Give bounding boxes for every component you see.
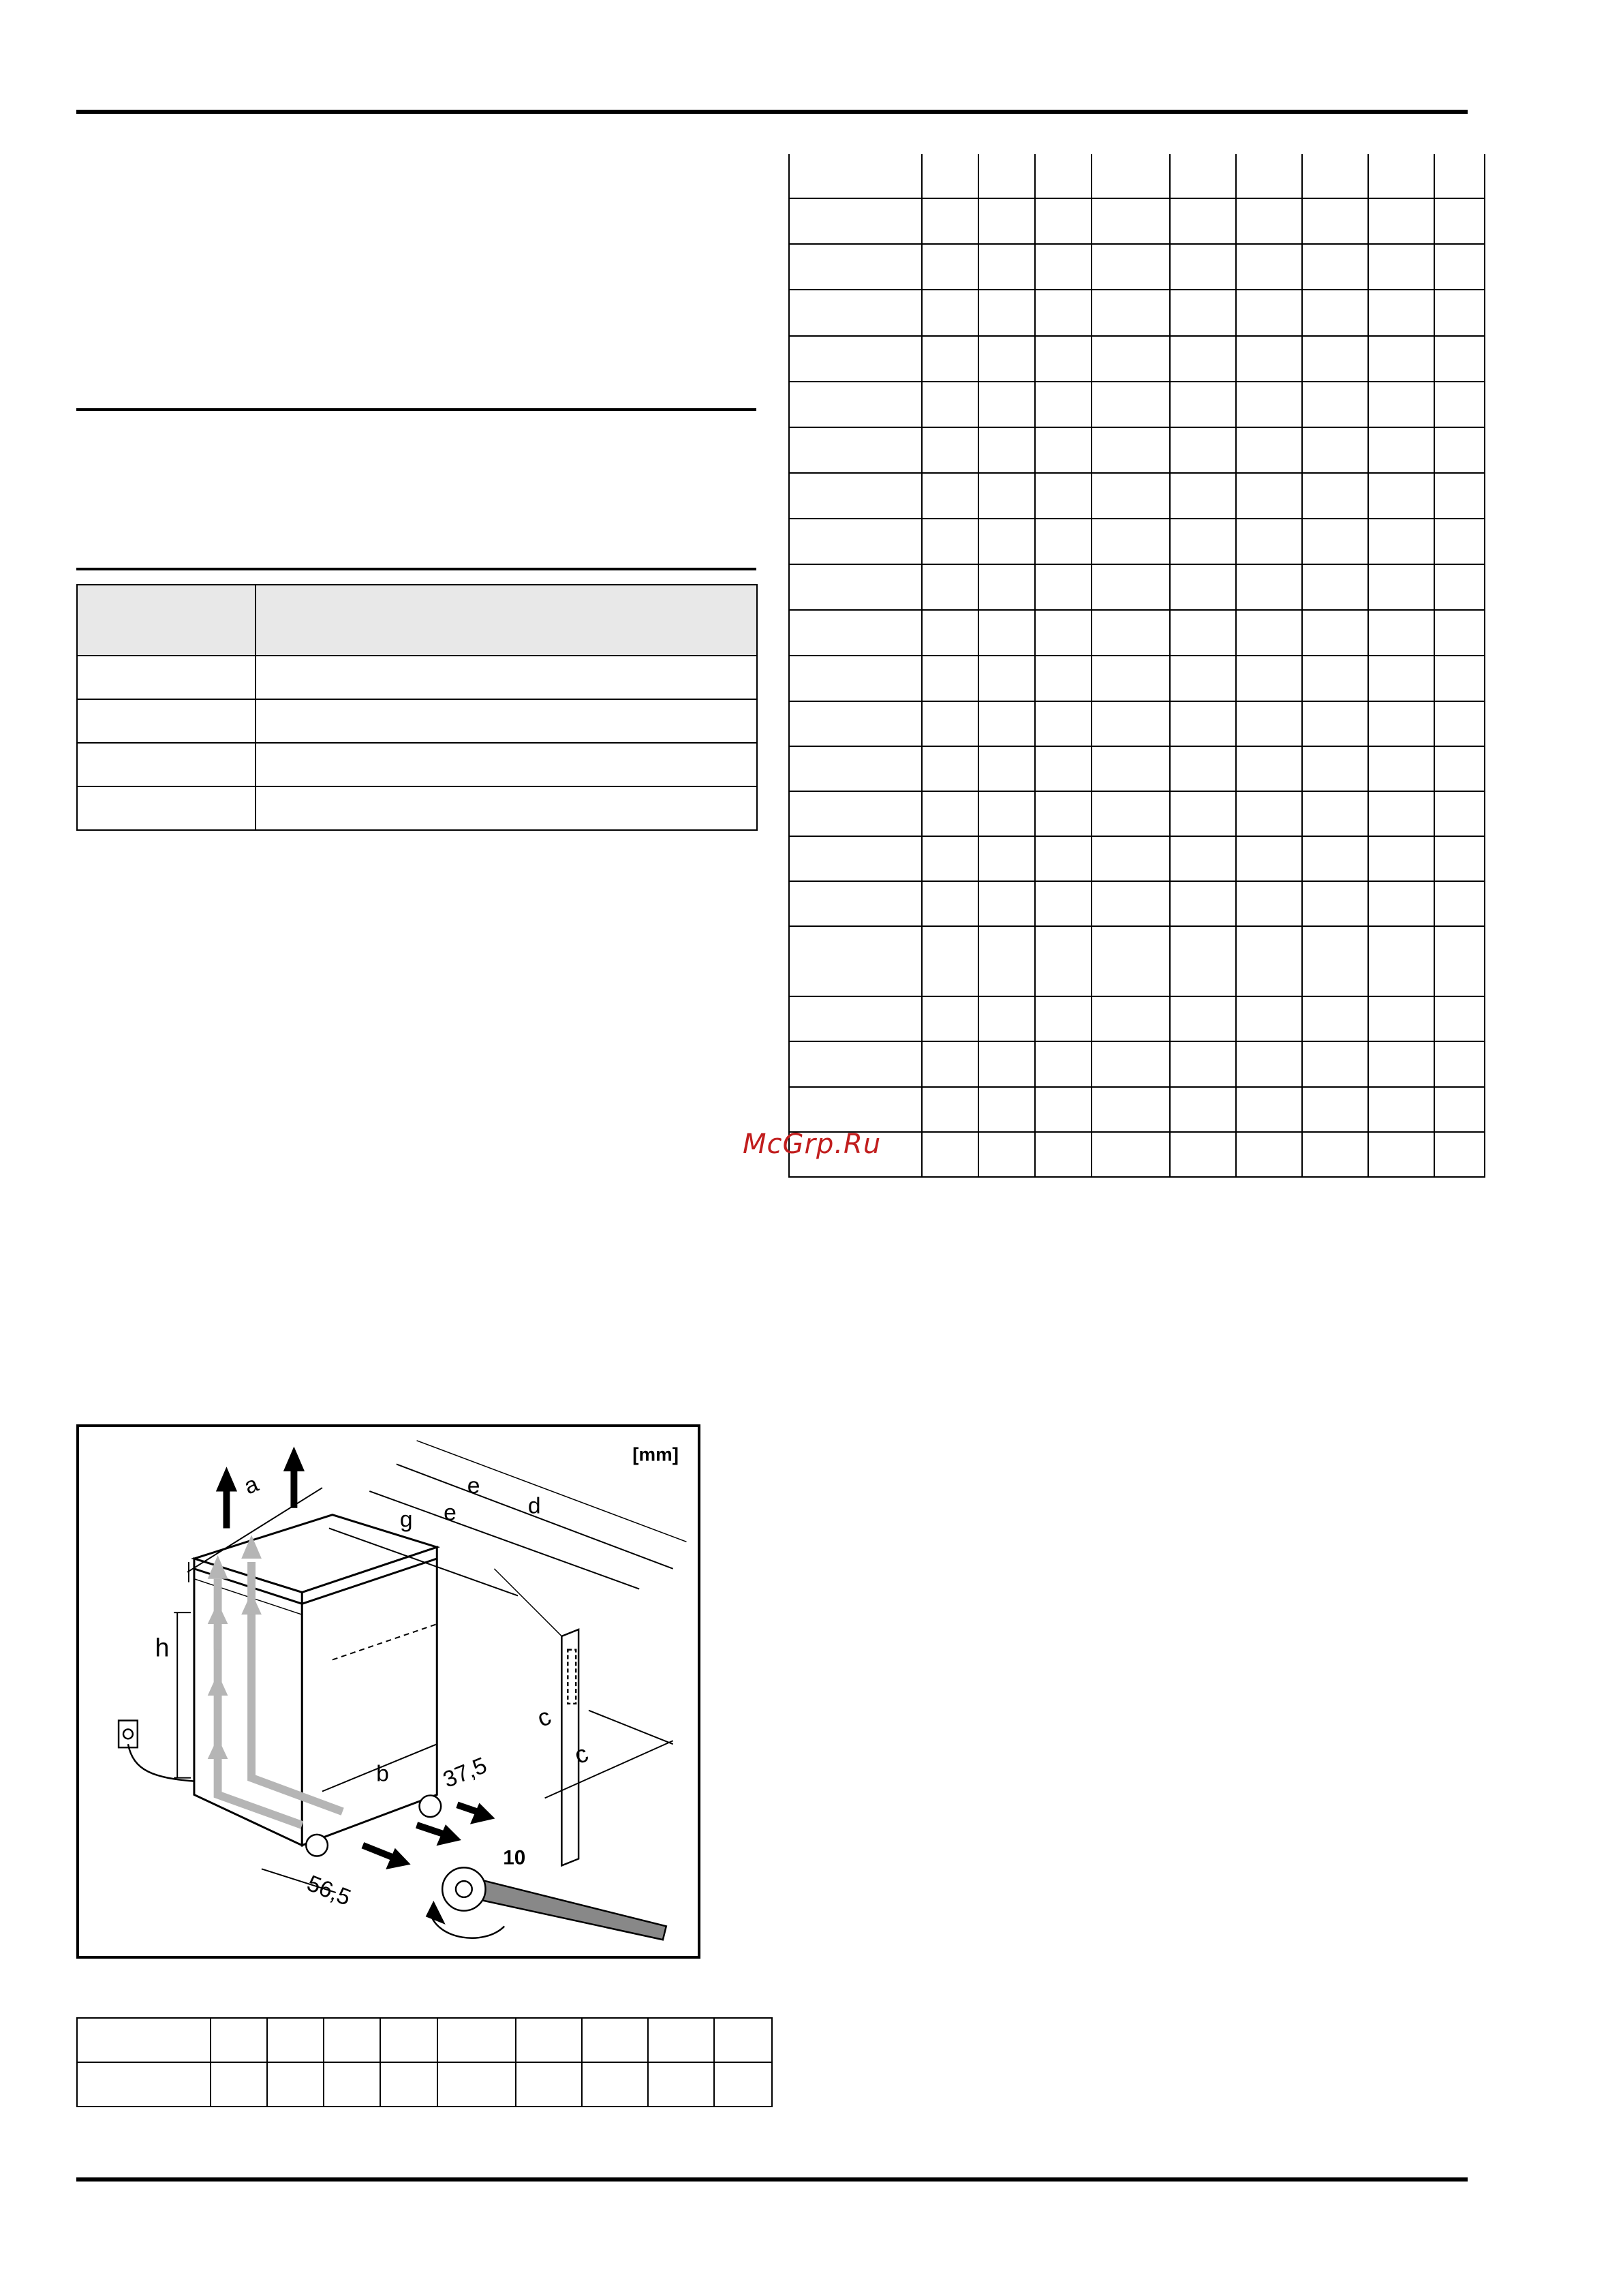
table-cell [922,290,978,335]
table-cell [1236,1132,1302,1177]
table-cell [1302,881,1368,926]
table-cell [1170,791,1236,836]
table-cell [77,699,256,743]
table-cell [1170,996,1236,1041]
table-cell [1236,564,1302,610]
table-cell [1368,336,1434,382]
table-cell [1035,926,1092,996]
table-row [789,473,1485,519]
table-cell [1434,791,1485,836]
table-cell [1092,881,1170,926]
unit-label: [mm] [632,1443,679,1465]
table-cell [1035,1087,1092,1132]
table-cell [1236,244,1302,290]
table-row [789,996,1485,1041]
section-rule-2 [76,568,756,570]
table-cell [1368,926,1434,996]
table-cell [1092,836,1170,881]
table-cell [1035,336,1092,382]
table-cell [1236,996,1302,1041]
table-cell [1170,746,1236,791]
table-cell [380,2018,437,2062]
table-cell [324,2062,380,2107]
table-row [789,519,1485,564]
table-cell [1035,746,1092,791]
table-cell [978,836,1035,881]
table-cell [1170,836,1236,881]
table-cell [1092,564,1170,610]
table-cell [1236,926,1302,996]
table-cell [1092,746,1170,791]
table-cell [516,2018,582,2062]
table-row [77,2018,772,2062]
table-cell [922,154,978,198]
table-cell [1035,791,1092,836]
table-cell [1434,1041,1485,1086]
table-cell [1035,427,1092,473]
table-cell [1236,836,1302,881]
table-cell [1434,996,1485,1041]
table-cell [789,791,922,836]
diagram-svg [79,1427,698,1956]
table-row [77,2062,772,2107]
table-cell [1236,290,1302,335]
label-b: b [376,1761,389,1787]
table-cell [1035,382,1092,427]
table-cell [1170,1132,1236,1177]
table-cell [1302,473,1368,519]
table-cell [1368,519,1434,564]
dimensions-table [788,154,1485,1178]
label-c-inner: c [533,1702,555,1732]
table-cell [1368,154,1434,198]
table-cell [324,2018,380,2062]
table-cell [1092,926,1170,996]
section-rule-1 [76,408,756,411]
table-cell [437,2062,516,2107]
table-cell [1170,382,1236,427]
table-cell [1434,1132,1485,1177]
power-plug-icon [119,1721,194,1781]
table-cell [789,746,922,791]
table-cell [789,336,922,382]
table-cell [77,743,256,786]
table-cell [789,198,922,244]
table-cell [1035,836,1092,881]
table-row [789,564,1485,610]
table-cell [1092,382,1170,427]
table-cell [789,473,922,519]
table-cell [1302,564,1368,610]
label-h: h [155,1633,170,1662]
table-cell [1236,336,1302,382]
table-cell [1368,881,1434,926]
table-cell [1170,427,1236,473]
table-cell [1035,701,1092,746]
table-cell [922,996,978,1041]
table-cell [1368,290,1434,335]
table-cell [1236,519,1302,564]
table-cell [978,881,1035,926]
table-row [789,1087,1485,1132]
table-cell [978,1041,1035,1086]
table-cell [978,1087,1035,1132]
table-cell [1368,382,1434,427]
table-cell [1434,473,1485,519]
table-cell [1092,290,1170,335]
table-cell [1368,564,1434,610]
table-header-cell [77,585,256,656]
label-e-inner: e [444,1500,457,1526]
table-cell [380,2062,437,2107]
table-cell [789,656,922,701]
table-cell [789,427,922,473]
table-cell [1302,1041,1368,1086]
table-cell [1302,746,1368,791]
table-cell [922,336,978,382]
table-cell [789,154,922,198]
table-cell [1236,610,1302,656]
table-cell [922,198,978,244]
table-cell [1035,519,1092,564]
table-cell [1092,1132,1170,1177]
table-cell [1236,746,1302,791]
table-cell [1092,244,1170,290]
table-cell [789,701,922,746]
table-cell [1170,656,1236,701]
table-cell [789,244,922,290]
table-cell [77,2062,211,2107]
table-cell [1302,336,1368,382]
table-cell [1368,473,1434,519]
table-cell [516,2062,582,2107]
table-cell [1434,519,1485,564]
table-cell [922,1087,978,1132]
table-cell [1092,154,1170,198]
table-row [789,427,1485,473]
table-cell [1035,154,1092,198]
table-cell [1236,154,1302,198]
table-cell [267,2018,324,2062]
table-cell [1302,791,1368,836]
table-cell [1092,791,1170,836]
table-cell [1035,198,1092,244]
table-cell [1092,198,1170,244]
bottom-rule [76,2177,1468,2182]
table-cell [978,427,1035,473]
table-cell [437,2018,516,2062]
table-cell [978,154,1035,198]
table-cell [256,656,757,699]
table-cell [978,926,1035,996]
table-cell [1302,290,1368,335]
table-cell [978,519,1035,564]
table-cell [789,1041,922,1086]
table-row [789,881,1485,926]
table-cell [1302,198,1368,244]
table-cell [978,746,1035,791]
table-cell [978,1132,1035,1177]
table-cell [1236,382,1302,427]
table-cell [1170,198,1236,244]
table-cell [1035,564,1092,610]
table-cell [922,519,978,564]
table-cell [1434,926,1485,996]
table-cell [922,1041,978,1086]
table-cell [77,786,256,830]
label-a: a [241,1471,262,1500]
installation-table [76,584,758,831]
table-cell [1368,656,1434,701]
table-cell [1302,701,1368,746]
table-cell [1170,564,1236,610]
table-cell [922,701,978,746]
table-row [789,701,1485,746]
table-cell [1434,336,1485,382]
table-cell [1236,473,1302,519]
table-cell [1236,427,1302,473]
table-row [789,244,1485,290]
table-cell [1434,154,1485,198]
table-cell [978,610,1035,656]
table-cell [1170,290,1236,335]
table-cell [978,996,1035,1041]
table-cell [267,2062,324,2107]
table-cell [1035,610,1092,656]
table-cell [1092,1041,1170,1086]
table-cell [922,836,978,881]
table-cell [1368,701,1434,746]
table-cell [1302,382,1368,427]
table-cell [1302,244,1368,290]
table-cell [1368,1041,1434,1086]
table-cell [978,382,1035,427]
table-row [789,382,1485,427]
table-row [789,926,1485,996]
table-cell [1035,996,1092,1041]
table-cell [978,244,1035,290]
table-cell [1302,926,1368,996]
table-cell [1236,198,1302,244]
table-cell [1236,881,1302,926]
table-cell [922,382,978,427]
table-cell [1368,996,1434,1041]
table-cell [1302,996,1368,1041]
table-cell [978,473,1035,519]
table-cell [978,198,1035,244]
label-56-5: 56,5 [303,1871,354,1911]
table-cell [1368,1087,1434,1132]
table-cell [789,996,922,1041]
table-cell [1434,1087,1485,1132]
table-cell [1434,836,1485,881]
table-cell [978,656,1035,701]
table-cell [978,336,1035,382]
installation-diagram [76,1424,700,1959]
table-cell [1302,1087,1368,1132]
table-cell [1236,1041,1302,1086]
table-cell [77,656,256,699]
table-cell [1368,244,1434,290]
table-row [789,746,1485,791]
table-cell [1434,198,1485,244]
table-cell [1434,610,1485,656]
table-cell [1092,473,1170,519]
table-cell [1434,701,1485,746]
table-cell [922,473,978,519]
table-cell [1302,836,1368,881]
table-cell [789,926,922,996]
table-cell [256,786,757,830]
label-c-outer: c [570,1739,592,1770]
table-cell [1092,519,1170,564]
table-cell [789,519,922,564]
table-cell [789,1087,922,1132]
table-row [789,1041,1485,1086]
table-cell [256,743,757,786]
table-cell [1368,198,1434,244]
table-cell [1170,244,1236,290]
table-cell [1035,656,1092,701]
table-cell [1368,836,1434,881]
table-cell [1035,473,1092,519]
table-cell [1302,610,1368,656]
table-cell [978,564,1035,610]
table-cell [1035,1132,1092,1177]
table-row [789,154,1485,198]
table-cell [922,610,978,656]
label-d: d [527,1493,541,1519]
table-cell [1170,701,1236,746]
table-cell [1434,427,1485,473]
table-cell [1035,244,1092,290]
table-cell [1170,926,1236,996]
table-cell [648,2018,714,2062]
table-cell [922,746,978,791]
table-cell [582,2062,648,2107]
table-cell [922,881,978,926]
table-cell [1302,154,1368,198]
table-row [789,336,1485,382]
wall-panel [494,1569,578,1866]
table-cell [978,791,1035,836]
table-header-cell [256,585,757,656]
table-cell [1434,290,1485,335]
table-cell [789,290,922,335]
top-rule [76,110,1468,114]
label-e-outer: e [467,1473,480,1499]
table-cell [1092,336,1170,382]
table-cell [1035,290,1092,335]
table-cell [1092,610,1170,656]
table-row [789,791,1485,836]
table-cell [1170,154,1236,198]
bottom-dimensions-table [76,2017,773,2107]
table-cell [1368,427,1434,473]
table-cell [1170,519,1236,564]
table-cell [211,2018,267,2062]
wrench-icon [427,1867,666,1940]
table-cell [1236,701,1302,746]
table-cell [922,656,978,701]
table-cell [1170,1087,1236,1132]
table-cell [1302,519,1368,564]
table-cell [1434,881,1485,926]
table-cell [1368,746,1434,791]
table-cell [714,2062,772,2107]
table-cell [1434,244,1485,290]
table-cell [1092,996,1170,1041]
table-cell [789,881,922,926]
table-cell [1434,382,1485,427]
table-cell [77,2018,211,2062]
table-cell [1236,656,1302,701]
table-cell [922,926,978,996]
table-cell [1434,656,1485,701]
table-cell [256,699,757,743]
table-cell [789,382,922,427]
table-cell [1170,1041,1236,1086]
table-cell [1170,881,1236,926]
table-cell [922,564,978,610]
table-cell [922,427,978,473]
label-wrench-size: 10 [503,1846,526,1869]
table-cell [1092,427,1170,473]
table-cell [714,2018,772,2062]
table-cell [1035,881,1092,926]
table-cell [789,610,922,656]
table-cell [1236,1087,1302,1132]
table-cell [1302,1132,1368,1177]
table-cell [1434,564,1485,610]
table-row [789,610,1485,656]
label-37-5: 37,5 [439,1753,491,1793]
table-cell [211,2062,267,2107]
table-cell [1302,427,1368,473]
table-cell [648,2062,714,2107]
table-cell [1092,701,1170,746]
table-cell [1170,473,1236,519]
table-cell [789,564,922,610]
table-cell [1170,336,1236,382]
table-cell [1035,1041,1092,1086]
table-cell [1092,656,1170,701]
table-row [789,656,1485,701]
label-g: g [399,1507,413,1533]
table-cell [789,836,922,881]
table-cell [922,791,978,836]
watermark: McGrp.Ru [743,1129,882,1160]
table-cell [1236,791,1302,836]
table-cell [1368,791,1434,836]
table-cell [1170,610,1236,656]
table-cell [922,244,978,290]
table-cell [1368,610,1434,656]
table-cell [1302,656,1368,701]
table-row [789,290,1485,335]
table-row [789,836,1485,881]
table-cell [1434,746,1485,791]
table-cell [1092,1087,1170,1132]
table-cell [922,1132,978,1177]
table-cell [978,701,1035,746]
table-cell [1368,1132,1434,1177]
table-row [789,198,1485,244]
table-cell [978,290,1035,335]
table-cell [582,2018,648,2062]
